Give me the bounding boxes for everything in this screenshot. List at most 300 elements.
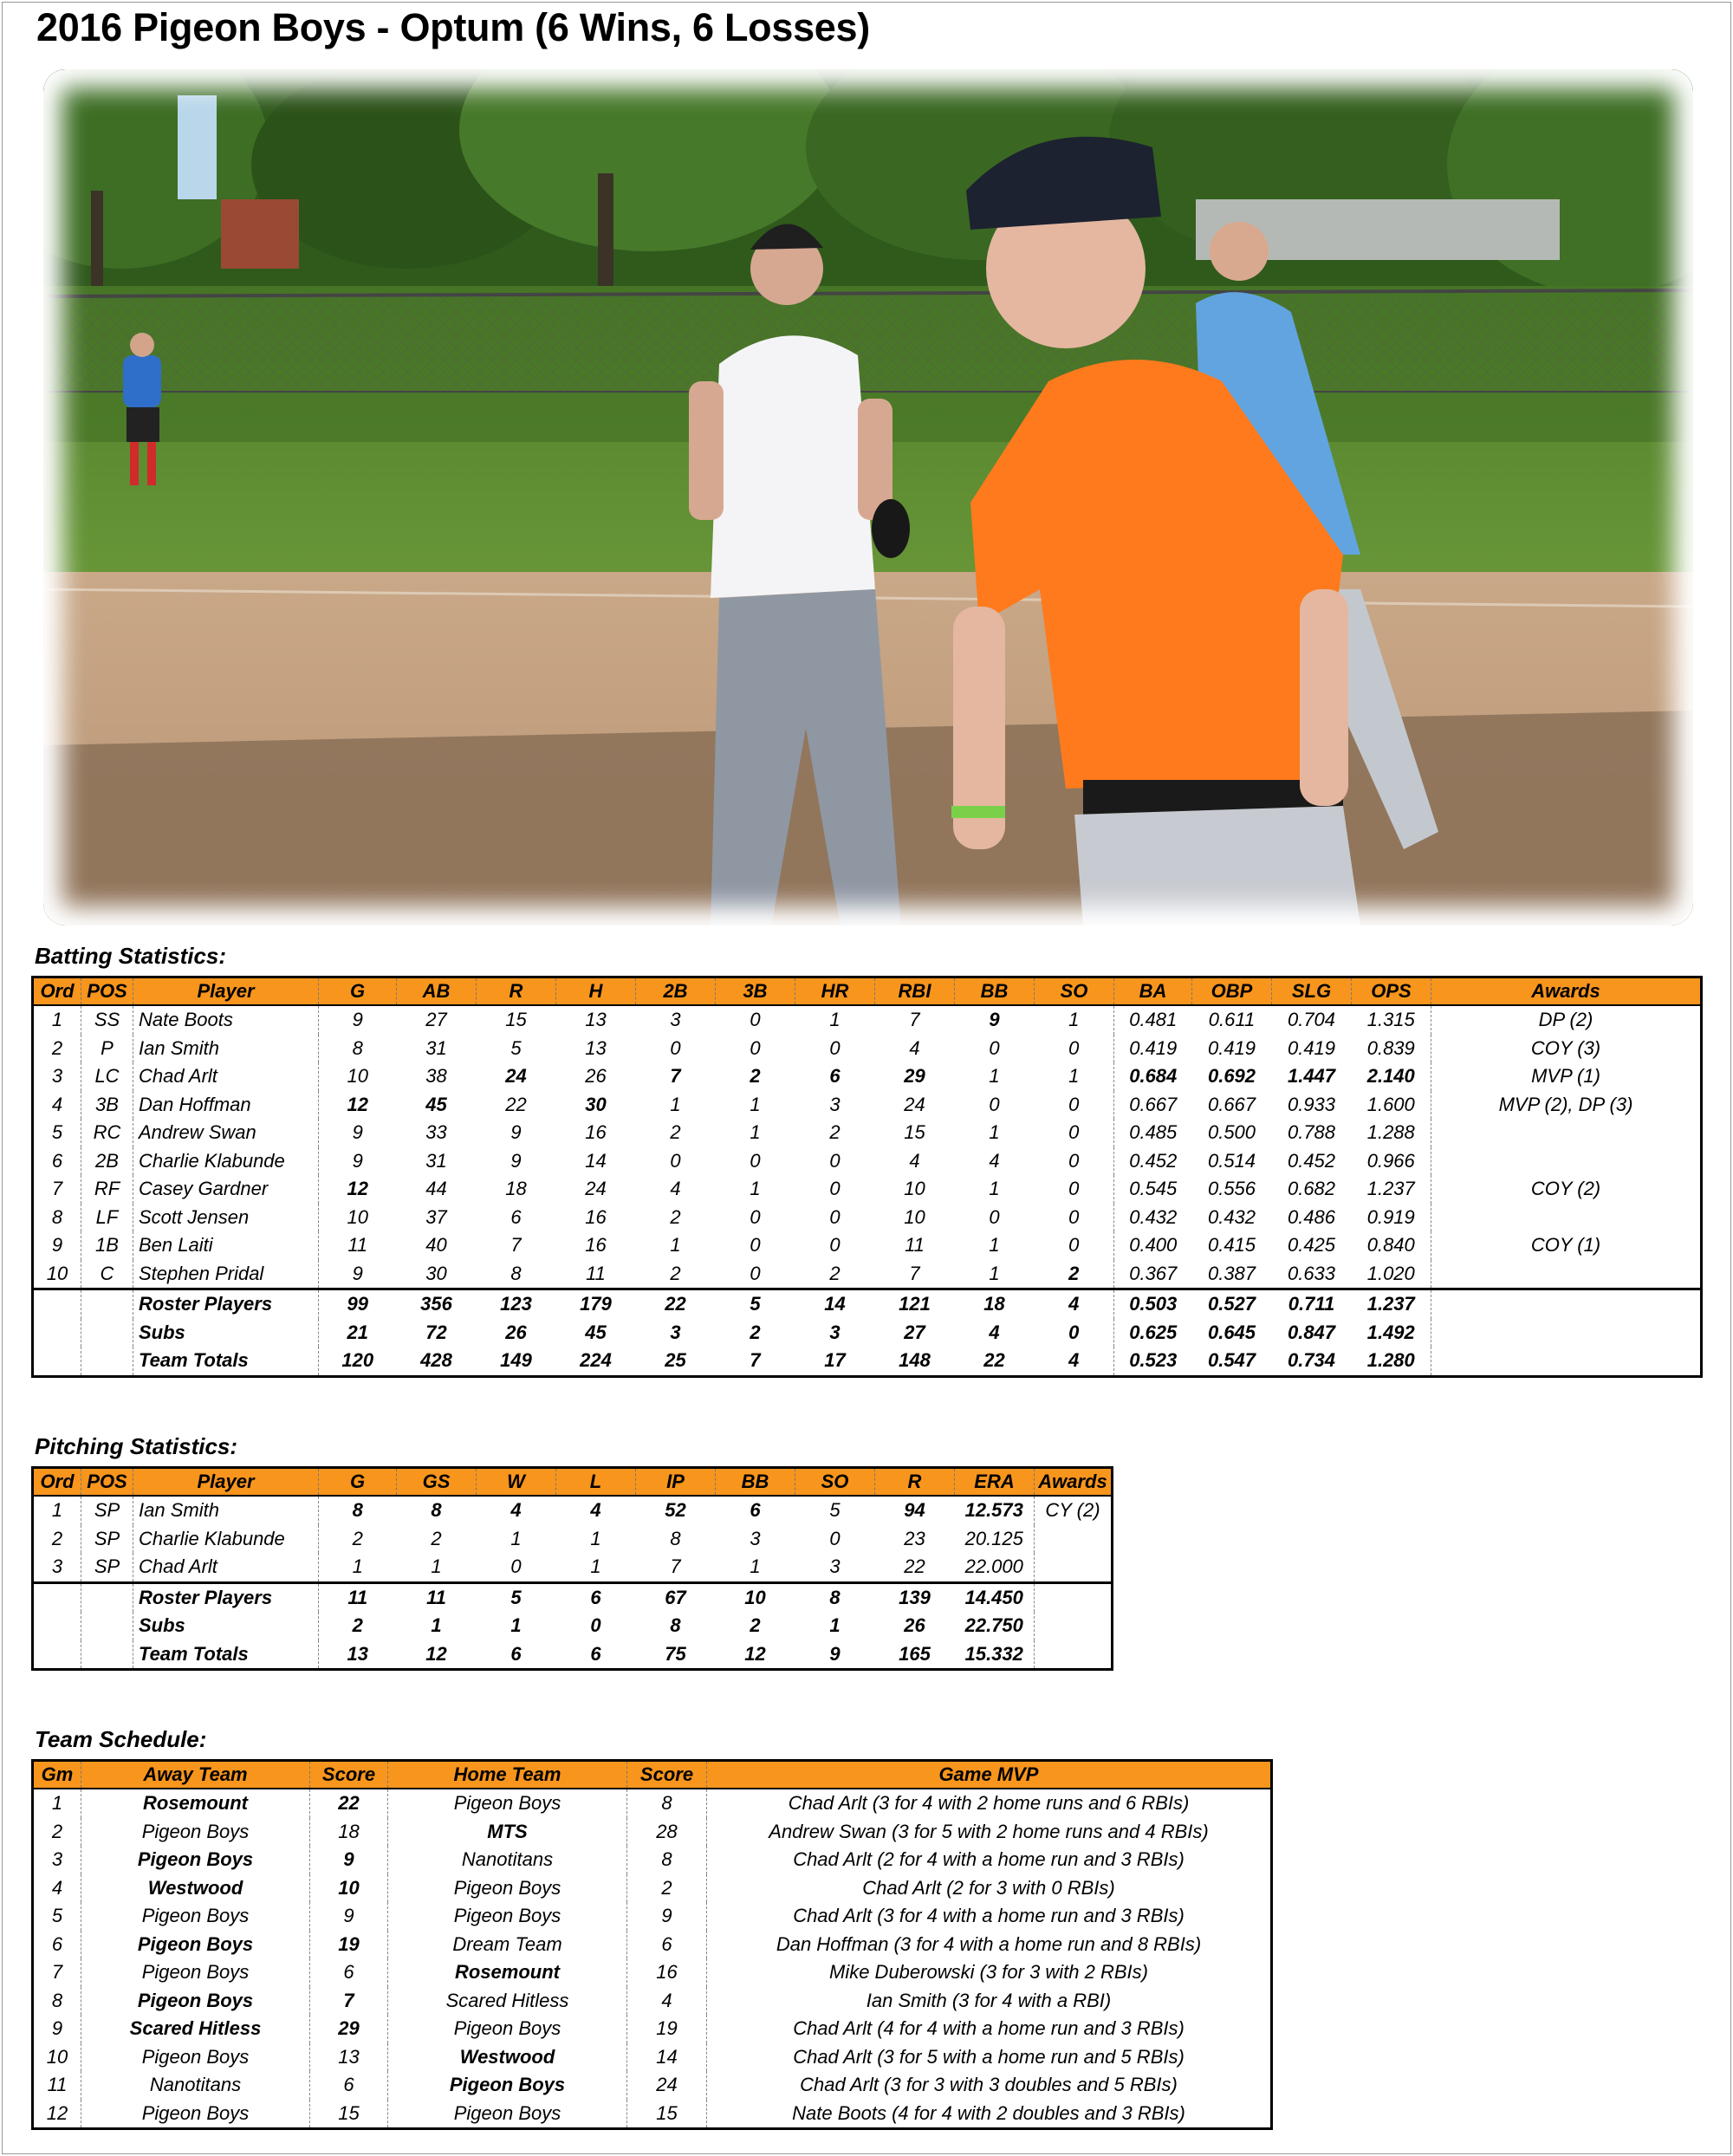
- batting-row: [33, 1204, 1702, 1232]
- batting-total-row: [33, 1347, 1702, 1376]
- pitching-cell: [1035, 1525, 1113, 1554]
- batting-cell: 2: [750, 1065, 761, 1088]
- schedule-cell: Pigeon Boys: [388, 1874, 627, 1903]
- pitching-cell: 3: [829, 1555, 841, 1578]
- pitching-cell: 0: [510, 1555, 522, 1578]
- batting-cell: [33, 1347, 81, 1376]
- batting-cell: 7: [909, 1262, 920, 1284]
- pitching-col-header: Awards: [1035, 1468, 1113, 1497]
- schedule-row: [33, 1846, 1272, 1874]
- batting-cell: 4: [989, 1321, 1000, 1343]
- batting-cell: 0.485: [1114, 1119, 1192, 1147]
- batting-cell: 0: [1068, 1149, 1080, 1172]
- batting-cell: 0: [750, 1205, 761, 1228]
- batting-cell: 45: [425, 1093, 447, 1115]
- batting-body: [33, 1005, 1702, 1376]
- batting-row: [33, 1035, 1702, 1063]
- pitching-col-header: GS: [397, 1468, 477, 1497]
- batting-row: [33, 1119, 1702, 1147]
- schedule-row: [33, 1958, 1272, 1987]
- batting-cell: [1431, 1319, 1702, 1348]
- batting-cell: 0.684: [1114, 1062, 1192, 1091]
- pitching-cell: 75: [665, 1642, 686, 1665]
- pitching-cell: 1: [510, 1614, 522, 1637]
- batting-col-header: HR: [795, 977, 875, 1006]
- schedule-cell: 6: [627, 1931, 707, 1959]
- batting-cell: Nate Boots: [133, 1005, 319, 1035]
- schedule-row: [33, 1931, 1272, 1959]
- batting-cell: 4: [1068, 1349, 1080, 1372]
- pitching-cell: [1035, 1582, 1113, 1612]
- batting-cell: 72: [425, 1321, 447, 1343]
- batting-cell: 1.288: [1366, 1121, 1415, 1144]
- batting-cell: 30: [585, 1093, 607, 1115]
- schedule-cell: 11: [47, 2074, 68, 2096]
- schedule-cell: Scared Hitless: [388, 1987, 627, 2016]
- schedule-cell: Ian Smith (3 for 4 with a RBI): [707, 1987, 1272, 2016]
- batting-cell: COY (1): [1431, 1231, 1702, 1260]
- schedule-cell: 2: [627, 1874, 707, 1903]
- pitching-cell: Chad Arlt: [133, 1553, 319, 1582]
- batting-row: [33, 1062, 1702, 1091]
- batting-cell: 2: [670, 1262, 681, 1284]
- schedule-cell: Rosemount: [81, 1789, 310, 1818]
- batting-cell: 0: [989, 1093, 1000, 1115]
- pitching-cell: Ian Smith: [133, 1496, 319, 1525]
- batting-cell: 3: [829, 1321, 841, 1343]
- batting-cell: MVP (1): [1431, 1062, 1702, 1091]
- batting-cell: [81, 1289, 133, 1319]
- batting-cell: 6: [51, 1149, 63, 1172]
- schedule-cell: 4: [51, 1876, 63, 1899]
- batting-cell: 3: [670, 1009, 681, 1031]
- pitching-cell: 20.125: [964, 1527, 1023, 1549]
- batting-cell: 0.400: [1114, 1231, 1192, 1260]
- batting-cell: 0.367: [1114, 1260, 1192, 1289]
- batting-cell: 121: [875, 1289, 955, 1319]
- schedule-cell: 7: [51, 1961, 63, 1984]
- batting-cell: 0: [829, 1036, 841, 1059]
- pitching-cell: [81, 1582, 133, 1612]
- batting-cell: 1.237: [1366, 1178, 1415, 1200]
- batting-cell: 1B: [81, 1231, 133, 1260]
- batting-cell: 1: [989, 1178, 1000, 1200]
- batting-cell: 31: [425, 1036, 447, 1059]
- batting-cell: 0.704: [1287, 1009, 1336, 1031]
- batting-cell: 0.633: [1287, 1262, 1336, 1284]
- batting-row: [33, 1147, 1702, 1176]
- batting-cell: 11: [905, 1234, 925, 1257]
- batting-cell: 1: [750, 1093, 761, 1115]
- pitching-col-header: IP: [636, 1468, 716, 1497]
- schedule-cell: Chad Arlt (3 for 4 with a home run and 3 RBIs): [707, 1902, 1272, 1931]
- batting-col-header: OBP: [1192, 977, 1272, 1006]
- schedule-cell: 6: [310, 1958, 388, 1987]
- batting-cell: Stephen Pridal: [133, 1260, 319, 1289]
- batting-cell: 27: [425, 1009, 447, 1031]
- batting-cell: 0: [829, 1205, 841, 1228]
- batting-cell: C: [81, 1260, 133, 1289]
- pitching-cell: 8: [431, 1499, 442, 1522]
- batting-cell: 0.547: [1207, 1349, 1256, 1372]
- batting-cell: 0.933: [1287, 1093, 1336, 1115]
- batting-row: [33, 1091, 1702, 1120]
- batting-cell: 0.611: [1208, 1009, 1256, 1031]
- batting-cell: 2.140: [1366, 1065, 1415, 1088]
- schedule-row: [33, 1902, 1272, 1931]
- schedule-cell: 4: [627, 1987, 707, 2016]
- schedule-cell: 9: [51, 2017, 63, 2040]
- pitching-cell: 4: [510, 1499, 522, 1522]
- batting-cell: 14: [585, 1149, 607, 1172]
- schedule-cell: Pigeon Boys: [81, 1846, 310, 1874]
- batting-cell: 1: [989, 1121, 1000, 1144]
- pitching-cell: 11: [319, 1582, 397, 1612]
- pitching-cell: 2: [431, 1527, 442, 1549]
- schedule-col-header: Away Team: [81, 1761, 310, 1789]
- schedule-cell: Scared Hitless: [81, 2015, 310, 2043]
- batting-cell: 2B: [81, 1147, 133, 1176]
- batting-cell: 37: [425, 1205, 447, 1228]
- schedule-cell: 24: [627, 2071, 707, 2100]
- batting-cell: 0.682: [1287, 1178, 1336, 1200]
- batting-cell: 12: [319, 1091, 397, 1120]
- batting-cell: 224: [580, 1349, 612, 1372]
- batting-col-header: SLG: [1272, 977, 1352, 1006]
- batting-cell: 0.645: [1207, 1321, 1256, 1343]
- pitching-cell: 15.332: [964, 1642, 1023, 1665]
- batting-cell: 1.447: [1287, 1065, 1336, 1088]
- schedule-cell: Chad Arlt (3 for 3 with 3 doubles and 5 RBIs): [707, 2071, 1272, 2100]
- batting-cell: 0: [750, 1009, 761, 1031]
- batting-cell: RF: [81, 1175, 133, 1204]
- batting-cell: 0.419: [1287, 1036, 1336, 1059]
- batting-cell: 0.847: [1287, 1321, 1336, 1343]
- pitching-cell: [81, 1612, 133, 1640]
- team-photo: [43, 69, 1693, 925]
- pitching-cell: Roster Players: [133, 1582, 319, 1612]
- batting-cell: 22: [636, 1289, 716, 1319]
- pitching-cell: 2: [51, 1527, 63, 1549]
- batting-cell: 1.237: [1352, 1289, 1431, 1319]
- batting-cell: 24: [505, 1065, 527, 1088]
- batting-cell: 1.600: [1366, 1093, 1415, 1115]
- schedule-cell: Pigeon Boys: [81, 2100, 310, 2129]
- batting-cell: P: [81, 1035, 133, 1063]
- batting-cell: 99: [319, 1289, 397, 1319]
- batting-cell: 9: [319, 1147, 397, 1176]
- schedule-cell: 9: [627, 1902, 707, 1931]
- pitching-cell: 139: [875, 1582, 955, 1612]
- pitching-stats-table: [31, 1466, 1113, 1671]
- batting-col-header: 2B: [636, 977, 716, 1006]
- batting-cell: 27: [904, 1321, 925, 1343]
- batting-cell: 0: [1068, 1093, 1080, 1115]
- pitching-cell: SP: [81, 1525, 133, 1554]
- batting-cell: 4: [989, 1149, 1000, 1172]
- batting-cell: Scott Jensen: [133, 1204, 319, 1232]
- batting-cell: 4: [909, 1149, 920, 1172]
- batting-cell: 0: [750, 1262, 761, 1284]
- batting-col-header: G: [319, 977, 397, 1006]
- batting-cell: 2: [829, 1121, 841, 1144]
- batting-cell: 0.556: [1207, 1178, 1256, 1200]
- schedule-cell: 6: [51, 1932, 63, 1955]
- pitching-header-row: [33, 1468, 1113, 1497]
- batting-total-row: [33, 1289, 1702, 1319]
- batting-cell: 9: [319, 1119, 397, 1147]
- pitching-cell: 1: [510, 1527, 522, 1549]
- pitching-cell: 14.450: [955, 1582, 1035, 1612]
- schedule-cell: Pigeon Boys: [388, 2071, 627, 2100]
- pitching-cell: SP: [81, 1496, 133, 1525]
- schedule-cell: Pigeon Boys: [388, 2100, 627, 2129]
- batting-cell: 26: [585, 1065, 607, 1088]
- batting-cell: 428: [420, 1349, 452, 1372]
- batting-cell: 0.734: [1287, 1349, 1336, 1372]
- batting-cell: 24: [585, 1178, 607, 1200]
- schedule-cell: Chad Arlt (4 for 4 with a home run and 3 RBIs): [707, 2015, 1272, 2043]
- batting-cell: 1.492: [1366, 1321, 1415, 1343]
- batting-cell: 356: [397, 1289, 477, 1319]
- batting-cell: 1: [829, 1009, 841, 1031]
- batting-cell: 0.711: [1272, 1289, 1352, 1319]
- pitching-cell: 3: [51, 1555, 63, 1578]
- schedule-cell: 10: [46, 2045, 68, 2068]
- batting-row: [33, 1175, 1702, 1204]
- batting-cell: Charlie Klabunde: [133, 1147, 319, 1176]
- pitching-cell: 13: [319, 1640, 397, 1670]
- schedule-cell: 8: [627, 1846, 707, 1874]
- schedule-cell: Chad Arlt (3 for 5 with a home run and 5 RBIs): [707, 2043, 1272, 2072]
- pitching-cell: 10: [716, 1582, 795, 1612]
- batting-cell: Casey Gardner: [133, 1175, 319, 1204]
- batting-cell: 8: [51, 1205, 63, 1228]
- batting-cell: 0: [1068, 1234, 1080, 1257]
- pitching-cell: 9: [829, 1642, 841, 1665]
- schedule-cell: 22: [310, 1789, 388, 1818]
- schedule-cell: Pigeon Boys: [81, 1818, 310, 1847]
- batting-cell: 0.432: [1207, 1205, 1256, 1228]
- batting-row: [33, 1005, 1702, 1035]
- batting-cell: 0: [670, 1149, 681, 1172]
- schedule-cell: 13: [310, 2043, 388, 2072]
- pitching-col-header: Player: [133, 1468, 319, 1497]
- batting-cell: 11: [586, 1262, 606, 1284]
- pitching-cell: 2: [750, 1614, 761, 1637]
- schedule-cell: MTS: [388, 1818, 627, 1847]
- batting-cell: [1431, 1347, 1702, 1376]
- pitching-cell: 1: [431, 1555, 442, 1578]
- team-schedule-table: [31, 1759, 1273, 2130]
- batting-cell: 0: [670, 1036, 681, 1059]
- schedule-cell: Nanotitans: [388, 1846, 627, 1874]
- batting-cell: COY (3): [1431, 1035, 1702, 1063]
- schedule-cell: 6: [310, 2071, 388, 2100]
- pitching-cell: 1: [431, 1614, 442, 1637]
- pitching-row: [33, 1496, 1113, 1525]
- batting-cell: 8: [319, 1035, 397, 1063]
- batting-cell: DP (2): [1431, 1005, 1702, 1035]
- batting-cell: 5: [51, 1121, 63, 1144]
- pitching-cell: [33, 1612, 81, 1640]
- schedule-cell: Chad Arlt (3 for 4 with 2 home runs and 6 RBIs): [707, 1789, 1272, 1818]
- batting-cell: 22: [983, 1349, 1005, 1372]
- batting-col-header: H: [556, 977, 636, 1006]
- batting-cell: 3: [51, 1065, 63, 1088]
- batting-cell: [33, 1289, 81, 1319]
- batting-cell: 120: [319, 1347, 397, 1376]
- batting-cell: 40: [425, 1234, 447, 1257]
- pitching-col-header: POS: [81, 1468, 133, 1497]
- schedule-cell: 16: [627, 1958, 707, 1987]
- schedule-cell: Pigeon Boys: [388, 1789, 627, 1818]
- pitching-cell: 1: [590, 1555, 601, 1578]
- schedule-cell: 15: [310, 2100, 388, 2129]
- schedule-col-header: Game MVP: [707, 1761, 1272, 1789]
- schedule-cell: Pigeon Boys: [81, 1931, 310, 1959]
- batting-cell: MVP (2), DP (3): [1431, 1091, 1702, 1120]
- schedule-cell: Dan Hoffman (3 for 4 with a home run and 8 RBIs): [707, 1931, 1272, 1959]
- batting-cell: 8: [510, 1262, 522, 1284]
- batting-cell: 18: [505, 1178, 527, 1200]
- batting-cell: 1: [1068, 1009, 1080, 1031]
- batting-cell: LC: [81, 1062, 133, 1091]
- batting-cell: 0.692: [1207, 1065, 1256, 1088]
- batting-cell: 21: [319, 1319, 397, 1348]
- pitching-cell: 12: [744, 1642, 766, 1665]
- batting-cell: 9: [319, 1260, 397, 1289]
- schedule-cell: 8: [627, 1789, 707, 1818]
- batting-total-row: [33, 1319, 1702, 1348]
- pitching-col-header: ERA: [955, 1468, 1035, 1497]
- batting-cell: 10: [904, 1178, 925, 1200]
- batting-col-header: R: [477, 977, 556, 1006]
- pitching-cell: 1: [590, 1527, 601, 1549]
- pitching-cell: 165: [899, 1642, 931, 1665]
- schedule-row: [33, 2100, 1272, 2129]
- pitching-cell: 5: [829, 1499, 841, 1522]
- pitching-row: [33, 1553, 1113, 1582]
- batting-cell: 1: [989, 1262, 1000, 1284]
- batting-cell: 1.020: [1366, 1262, 1415, 1284]
- batting-cell: 0.788: [1287, 1121, 1336, 1144]
- pitching-cell: [81, 1640, 133, 1670]
- batting-cell: 0.667: [1114, 1091, 1192, 1120]
- schedule-section-label: Team Schedule:: [35, 1726, 207, 1752]
- batting-cell: 15: [505, 1009, 527, 1031]
- pitching-cell: 8: [795, 1582, 875, 1612]
- batting-cell: [81, 1319, 133, 1348]
- batting-cell: [33, 1319, 81, 1348]
- pitching-cell: 12.573: [964, 1499, 1023, 1522]
- pitching-cell: [33, 1640, 81, 1670]
- schedule-row: [33, 1789, 1272, 1818]
- schedule-row: [33, 1818, 1272, 1847]
- batting-cell: 1: [670, 1093, 681, 1115]
- batting-cell: 9: [510, 1149, 522, 1172]
- schedule-cell: 8: [51, 1989, 63, 2011]
- batting-cell: 3B: [81, 1091, 133, 1120]
- pitching-cell: 23: [904, 1527, 925, 1549]
- pitching-cell: 7: [670, 1555, 681, 1578]
- pitching-cell: 12: [425, 1642, 447, 1665]
- batting-cell: 13: [585, 1009, 607, 1031]
- pitching-cell: 11: [397, 1582, 477, 1612]
- batting-cell: 0: [829, 1149, 841, 1172]
- batting-cell: 31: [425, 1149, 447, 1172]
- schedule-cell: 5: [51, 1905, 63, 1927]
- pitching-cell: 22.750: [964, 1614, 1023, 1637]
- schedule-cell: Mike Duberowski (3 for 3 with 2 RBIs): [707, 1958, 1272, 1987]
- schedule-header-row: [33, 1761, 1272, 1789]
- batting-cell: 0.481: [1114, 1005, 1192, 1035]
- schedule-cell: Rosemount: [388, 1958, 627, 1987]
- batting-cell: 30: [425, 1262, 447, 1284]
- batting-cell: 6: [829, 1065, 841, 1088]
- pitching-cell: 1: [829, 1614, 841, 1637]
- pitching-col-header: W: [477, 1468, 556, 1497]
- pitching-cell: 6: [510, 1642, 522, 1665]
- pitching-total-row: [33, 1612, 1113, 1640]
- pitching-cell: 3: [750, 1527, 761, 1549]
- pitching-cell: 94: [904, 1499, 925, 1522]
- schedule-row: [33, 2043, 1272, 2072]
- schedule-cell: Pigeon Boys: [81, 1987, 310, 2016]
- pitching-cell: 52: [665, 1499, 686, 1522]
- schedule-cell: 1: [51, 1792, 63, 1815]
- pitching-cell: CY (2): [1035, 1496, 1113, 1525]
- batting-cell: RC: [81, 1119, 133, 1147]
- batting-cell: 0.387: [1207, 1262, 1256, 1284]
- pitching-cell: 2: [319, 1612, 397, 1640]
- batting-col-header: BB: [955, 977, 1035, 1006]
- batting-cell: 25: [665, 1349, 686, 1372]
- batting-cell: 9: [51, 1234, 63, 1257]
- schedule-cell: 3: [51, 1848, 63, 1871]
- schedule-cell: Pigeon Boys: [81, 1902, 310, 1931]
- pitching-total-row: [33, 1582, 1113, 1612]
- batting-cell: 0.425: [1287, 1234, 1336, 1257]
- batting-cell: 1: [989, 1065, 1000, 1088]
- schedule-cell: 29: [310, 2015, 388, 2043]
- pitching-col-header: L: [556, 1468, 636, 1497]
- batting-cell: 0.545: [1114, 1175, 1192, 1204]
- pitching-cell: 67: [636, 1582, 716, 1612]
- batting-cell: 9: [510, 1121, 522, 1144]
- schedule-cell: 19: [310, 1931, 388, 1959]
- batting-cell: [1431, 1260, 1702, 1289]
- batting-cell: 0: [1068, 1205, 1080, 1228]
- pitching-cell: Charlie Klabunde: [133, 1525, 319, 1554]
- batting-cell: 123: [477, 1289, 556, 1319]
- batting-cell: 0.523: [1114, 1347, 1192, 1376]
- batting-cell: 0.486: [1287, 1205, 1336, 1228]
- pitching-cell: 0: [590, 1614, 601, 1637]
- batting-cell: 33: [425, 1121, 447, 1144]
- batting-cell: 7: [51, 1178, 63, 1200]
- pitching-cell: 26: [904, 1614, 925, 1637]
- batting-header-row: [33, 977, 1702, 1006]
- page-title: 2016 Pigeon Boys - Optum (6 Wins, 6 Losses): [36, 5, 870, 49]
- batting-cell: 2: [750, 1321, 761, 1343]
- batting-cell: 0: [1068, 1036, 1080, 1059]
- batting-cell: 0.966: [1366, 1149, 1415, 1172]
- schedule-cell: Westwood: [388, 2043, 627, 2072]
- pitching-row: [33, 1525, 1113, 1554]
- batting-cell: [1431, 1119, 1702, 1147]
- batting-cell: 0.500: [1207, 1121, 1256, 1144]
